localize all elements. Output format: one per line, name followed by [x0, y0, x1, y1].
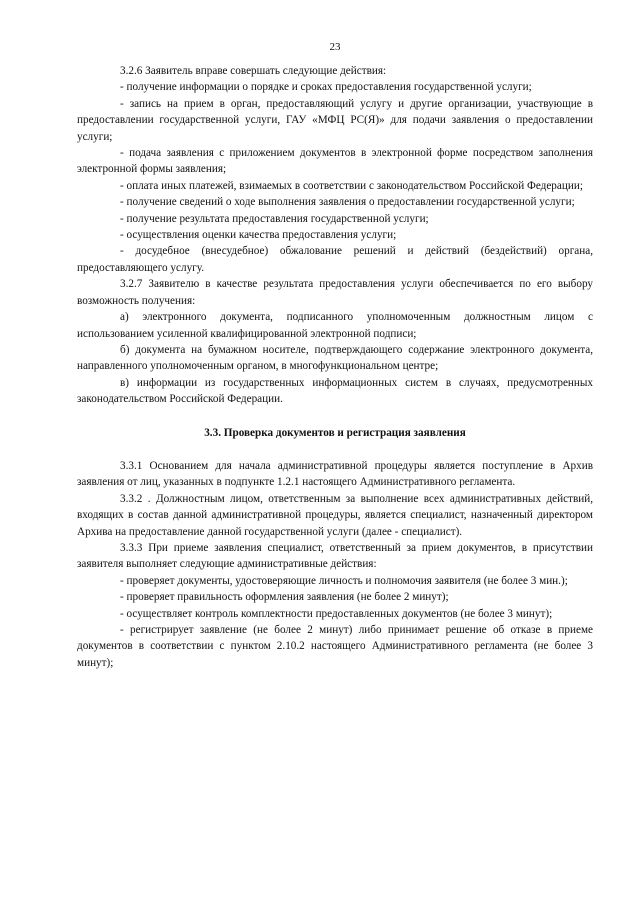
list-item: - проверяет правильность оформления заявления (не более 2 минут); — [120, 591, 449, 604]
list-item: - осуществления оценки качества предоставления услуги; — [120, 229, 397, 242]
list-item: а) электронного документа, подписанного уполномоченным должностным лицом с использованием усиленной квалифицированной электронной подписи; — [77, 311, 593, 340]
section-heading: 3.3. Проверка документов и регистрация заявления — [204, 426, 466, 439]
list-item: - получение информации о порядке и сроках предоставления государственной услуги; — [120, 81, 532, 94]
list-item: - досудебное (внесудебное) обжалование решений и действий (бездействий) органа, предоставляющего услугу. — [77, 245, 593, 274]
list-item: - получение результата предоставления государственной услуги; — [120, 212, 429, 225]
paragraph-3-3-1: 3.3.1 Основанием для начала административной процедуры является поступление в Архив заявления от лиц, указанных в подпункте 1.2.1 настоящего Административного регламента. — [77, 459, 593, 489]
list-item: - проверяет документы, удостоверяющие личность и полномочия заявителя (не более 3 мин.); — [120, 574, 568, 587]
list-item: - получение сведений о ходе выполнения заявления о предоставлении государственной услуги; — [120, 196, 575, 209]
list-item: - запись на прием в орган, предоставляющий услугу и другие организации, участвующие в предоставлении государственной услуги, ГАУ «МФЦ РС(Я)» для подачи заявления о предоставлении услуги; — [77, 97, 593, 143]
list-item: б) документа на бумажном носителе, подтверждающего содержание электронного документа, направленного уполномоченным органом, в многофункциональном центре; — [77, 343, 593, 373]
list-item: в) информации из государственных информационных систем в случаях, предусмотренных законодательством Российской Федерации. — [77, 376, 593, 406]
list-item: - оплата иных платежей, взимаемых в соответствии с законодательством Российской Федерации; — [120, 179, 583, 192]
paragraph-3-2-6: 3.2.6 Заявитель вправе совершать следующие действия: — [120, 65, 387, 77]
page-number: 23 — [329, 41, 341, 53]
paragraph-3-2-7: 3.2.7 Заявителю в качестве результата предоставления услуги обеспечивается по его выбору возможность получения: — [77, 278, 593, 307]
list-item: - подача заявления с приложением документов в электронной форме посредством заполнения электронной формы заявления; — [77, 147, 593, 176]
list-item: - осуществляет контроль комплектности предоставленных документов (не более 3 минут); — [120, 607, 553, 620]
list-item: - регистрирует заявление (не более 2 минут) либо принимает решение об отказе в приеме документов в соответствии с пунктом 2.10.2 настоящего Административного регламента (не более 3 минут); — [77, 624, 593, 669]
paragraph-3-3-2: 3.3.2 . Должностным лицом, ответственным за выполнение всех административных действий, входящих в состав данной административной процедуры, является специалист, назначенный директором Архива на предоставление данной государственной услуги (далее - специалист). — [77, 492, 593, 538]
paragraph-3-3-3: 3.3.3 При приеме заявления специалист, ответственный за прием документов, в присутствии заявителя выполняет следующие административные действия: — [77, 541, 593, 571]
